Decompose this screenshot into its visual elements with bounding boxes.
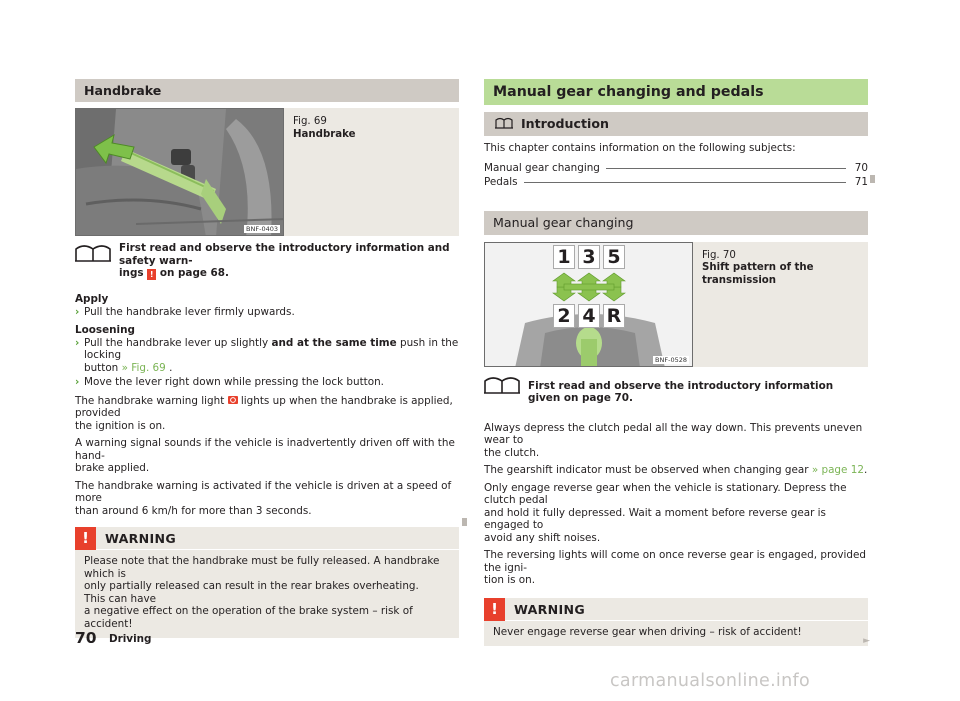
text: The handbrake warning is activated if the vehicle is driven at a speed of more — [75, 479, 452, 504]
handbrake-body — [75, 293, 459, 517]
warning-line: a negative effect on the operation of the brake system – risk of accident! — [84, 605, 413, 630]
text: Always depress the clutch pedal all the way down. This prevents uneven wear to — [484, 421, 863, 446]
toc-page: 71 — [854, 175, 868, 188]
loosening-item-1 — [75, 337, 459, 375]
note-line-2 — [119, 267, 459, 280]
gear-label-1: 1 — [553, 245, 575, 269]
text: . — [165, 361, 173, 374]
warning-glyph-icon: ! — [147, 269, 156, 280]
paragraph-warning-light — [75, 395, 459, 433]
page-link[interactable]: » page 12 — [811, 464, 864, 476]
warning-header — [484, 598, 868, 621]
figure-title: Handbrake — [293, 128, 356, 140]
text: Pull the handbrake lever up slightly — [84, 336, 272, 349]
text: The reversing lights will come on once reverse gear is engaged, provided the igni- — [484, 549, 866, 574]
handbrake-image — [75, 108, 284, 236]
text: button — [84, 361, 122, 374]
figure-title: Shift pattern of the transmission — [702, 262, 814, 286]
toc-row-pedals[interactable] — [484, 175, 868, 189]
paragraph-reverse-gear — [484, 482, 868, 545]
text: lights up when the handbrake is applied, provided — [75, 394, 453, 419]
subsection-title: Manual gear changing — [484, 211, 868, 235]
exclamation-icon: ! — [75, 527, 96, 550]
warning-line: only partially released can result in the rear brakes overheating. This can have — [84, 580, 419, 605]
warning-box-reverse — [484, 598, 868, 647]
chevron-right-icon: › — [75, 376, 80, 388]
intro-text: This chapter contains information on the following subjects: — [484, 142, 796, 154]
text: brake applied. — [75, 462, 150, 474]
gear-label-2: 2 — [553, 304, 575, 328]
text: The gearshift indicator must be observed when changing gear — [484, 464, 812, 476]
bold-text: and at the same time — [271, 336, 397, 349]
toc-label: Pedals — [484, 175, 524, 189]
loosening-label: Loosening — [75, 324, 135, 336]
handbrake-illustration — [76, 109, 284, 236]
text: tion is on. — [484, 574, 536, 586]
text: The handbrake warning light — [75, 394, 225, 407]
image-code: BNF-0528 — [655, 355, 687, 364]
gear-changing-body — [484, 422, 868, 587]
figure-70 — [484, 242, 868, 367]
exclamation-icon: ! — [484, 598, 505, 621]
text: Only engage reverse gear when the vehicle is stationary. Depress the clutch pedal — [484, 481, 847, 506]
text: the ignition is on. — [75, 419, 166, 432]
apply-label: Apply — [75, 293, 109, 305]
note-line-1: First read and observe the introductory information and safety warn- — [119, 242, 450, 267]
book-icon — [75, 244, 111, 262]
continue-arrow-icon: ► — [863, 635, 870, 646]
warning-title: WARNING — [514, 601, 585, 617]
section-end-marker — [462, 518, 467, 526]
loosening-item-2 — [75, 376, 459, 389]
image-code: BNF-0403 — [246, 225, 278, 233]
section-title-handbrake: Handbrake — [75, 79, 459, 102]
page-number: 70 — [75, 629, 97, 647]
toc-leader-line — [520, 182, 846, 183]
warning-title: WARNING — [105, 531, 176, 546]
toc-row-manual-gear-changing[interactable] — [484, 161, 868, 175]
apply-item-text: Pull the handbrake lever firmly upwards. — [84, 305, 295, 318]
paragraph-clutch — [484, 422, 868, 460]
gear-label-5: 5 — [603, 245, 625, 269]
paragraph-reversing-lights — [484, 549, 868, 587]
warning-header — [75, 527, 459, 550]
paragraph-warning-signal — [75, 437, 459, 475]
toc-page: 70 — [854, 161, 868, 174]
left-column — [75, 79, 459, 638]
figure-caption — [293, 116, 356, 141]
paragraph-speed-warning — [75, 480, 459, 518]
page-reference: on page 68. — [159, 267, 229, 279]
warning-line: Please note that the handbrake must be fully released. A handbrake which is — [84, 555, 440, 580]
read-first-note — [484, 376, 868, 405]
figure-number: Fig. 70 — [702, 249, 736, 261]
text: the clutch. — [484, 446, 540, 459]
note-text: ings — [119, 267, 144, 279]
figure-number: Fig. 69 — [293, 116, 327, 127]
watermark: carmanualsonline.info — [610, 671, 810, 691]
toc-leader-line — [592, 168, 846, 169]
toc-label: Manual gear changing — [484, 161, 606, 175]
warning-body — [75, 550, 459, 630]
text: avoid any shift noises. — [484, 531, 601, 544]
figure-link[interactable]: » Fig. 69 — [121, 361, 166, 374]
note-text: First read and observe the introductory information given on page 70. — [528, 379, 834, 404]
text: and hold it fully depressed. Wait a moment before reverse gear is engaged to — [484, 506, 826, 531]
introduction-heading — [484, 112, 868, 136]
chevron-right-icon: › — [75, 305, 80, 318]
apply-item — [75, 306, 459, 319]
gear-label-reverse: R — [603, 304, 625, 328]
section-end-marker — [870, 175, 875, 183]
gear-label-3: 3 — [578, 245, 600, 269]
shift-pattern-image — [484, 242, 693, 367]
text: push in the locking — [84, 336, 459, 361]
right-column — [484, 79, 868, 646]
warning-box-handbrake — [75, 527, 459, 638]
text: than around 6 km/h for more than 3 seconds. — [75, 504, 312, 517]
text: . — [863, 464, 868, 476]
text: A warning signal sounds if the vehicle is inadvertently driven off with the hand- — [75, 437, 455, 462]
chevron-right-icon: › — [75, 336, 80, 349]
figure-69 — [75, 108, 459, 236]
gear-label-4: 4 — [578, 304, 600, 328]
loosening-item-text: Move the lever right down while pressing the lock button. — [84, 376, 384, 388]
chapter-title: Manual gear changing and pedals — [484, 79, 868, 105]
paragraph-gearshift-indicator — [484, 464, 868, 477]
book-icon — [484, 376, 520, 394]
introduction-title: Introduction — [521, 116, 609, 131]
brake-warning-light-icon — [228, 396, 238, 404]
read-first-note — [75, 242, 459, 280]
warning-body: Never engage reverse gear when driving – risk of accident! — [493, 625, 802, 638]
figure-caption — [702, 250, 868, 288]
footer-section: Driving — [109, 633, 152, 645]
book-icon — [495, 117, 513, 129]
